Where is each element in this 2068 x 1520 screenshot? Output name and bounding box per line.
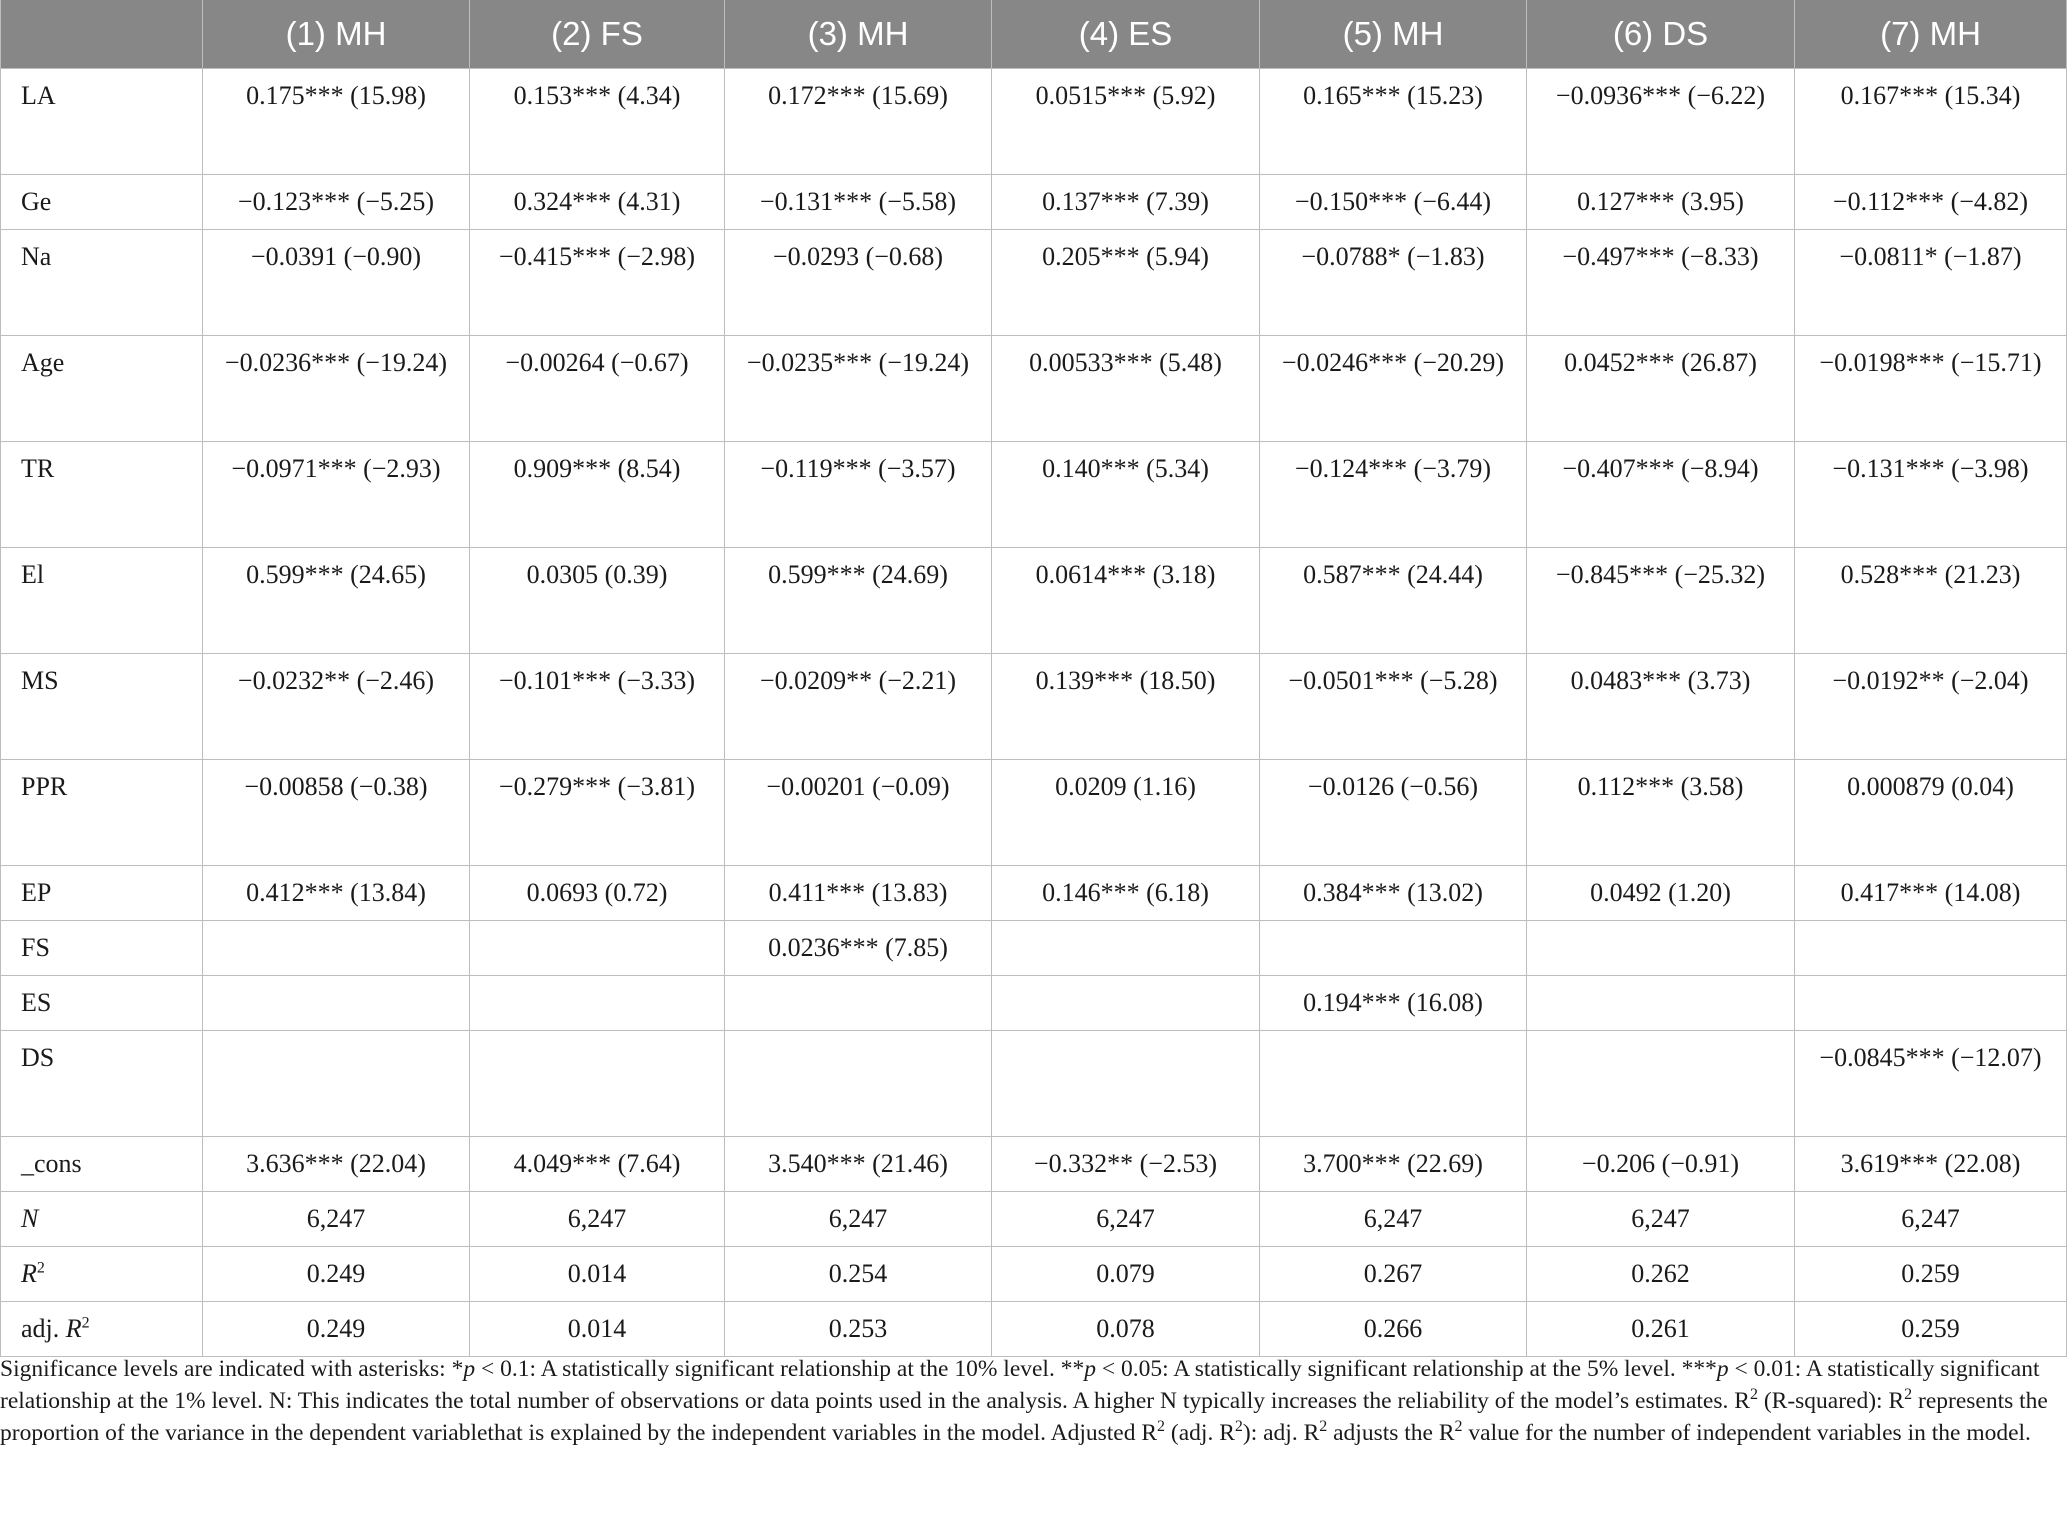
table-cell: −0.0936*** (−6.22) [1527,69,1795,175]
table-row-el [1,548,2067,654]
table-row-la [1,69,2067,175]
table-cell [1527,1031,1795,1137]
table-cell [1260,1031,1527,1137]
table-cell [1527,976,1795,1031]
table-row-ge [1,175,2067,230]
table-cell: 0.599*** (24.65) [203,548,470,654]
table-cell: 0.0236*** (7.85) [725,921,992,976]
footnote-p-symbol: p [1084,1356,1096,1382]
table-cell [725,976,992,1031]
table-cell: 0.261 [1527,1302,1795,1357]
table-cell: −0.119*** (−3.57) [725,442,992,548]
footnote-superscript: 2 [1749,1386,1758,1404]
table-cell: −0.415*** (−2.98) [470,230,725,336]
table-row-ep [1,866,2067,921]
table-cell: −0.407*** (−8.94) [1527,442,1795,548]
row-label: MS [1,654,203,760]
table-cell: 6,247 [992,1192,1260,1247]
table-cell: 0.014 [470,1302,725,1357]
row-label: N [1,1192,203,1247]
table-cell: 0.249 [203,1302,470,1357]
table-cell: −0.332** (−2.53) [992,1137,1260,1192]
header-cell-variable [1,0,203,69]
table-cell: 0.000879 (0.04) [1795,760,2067,866]
row-label-adj-r2: adj. $R^2$ [1,1302,203,1357]
table-cell [203,976,470,1031]
table-cell: 0.127*** (3.95) [1527,175,1795,230]
row-label: El [1,548,203,654]
table-cell: 3.619*** (22.08) [1795,1137,2067,1192]
header-cell-model-7: (7) MH [1795,0,2067,69]
table-cell: 0.0305 (0.39) [470,548,725,654]
table-cell: 0.262 [1527,1247,1795,1302]
table-cell: −0.0236*** (−19.24) [203,336,470,442]
footnote-superscript: 2 [1234,1418,1243,1436]
table-cell: 0.909*** (8.54) [470,442,725,548]
footnote-text: adjusts the R [1327,1420,1455,1446]
table-cell: 0.205*** (5.94) [992,230,1260,336]
row-label: EP [1,866,203,921]
table-cell: −0.845*** (−25.32) [1527,548,1795,654]
table-cell: −0.0811* (−1.87) [1795,230,2067,336]
table-cell: −0.0788* (−1.83) [1260,230,1527,336]
table-cell: −0.0293 (−0.68) [725,230,992,336]
table-cell: −0.101*** (−3.33) [470,654,725,760]
table-cell: −0.206 (−0.91) [1527,1137,1795,1192]
row-label: Ge [1,175,203,230]
table-cell [992,921,1260,976]
table-cell: 0.00533*** (5.48) [992,336,1260,442]
table-cell [1527,921,1795,976]
footnote-text: < 0.01: A statistically significant relationship at the 1% level. N: This indicates the total number of observations or data points used in the analysis. A higher N typically increases the reliability of the model’s estimates. R [0,1356,2040,1414]
table-row-ms [1,654,2067,760]
table-row-ds [1,1031,2067,1137]
table-cell: 0.587*** (24.44) [1260,548,1527,654]
header-row [1,0,2067,69]
footnote-text: ): adj. R [1242,1420,1320,1446]
footnote-p-symbol: p [1716,1356,1729,1382]
table-cell: −0.131*** (−5.58) [725,175,992,230]
table-cell: −0.150*** (−6.44) [1260,175,1527,230]
table-cell: −0.497*** (−8.33) [1527,230,1795,336]
table-cell: −0.0971*** (−2.93) [203,442,470,548]
table-cell [992,976,1260,1031]
table-cell: −0.0391 (−0.90) [203,230,470,336]
header-cell-model-4: (4) ES [992,0,1260,69]
footnote-text: (R-squared): R [1757,1388,1905,1414]
table-cell: 3.700*** (22.69) [1260,1137,1527,1192]
table-cell [992,1031,1260,1137]
table-cell: 0.259 [1795,1302,2067,1357]
table-cell [1795,976,2067,1031]
table-cell [1795,921,2067,976]
table-row-adj-r2 [1,1302,2067,1357]
table-cell: 0.599*** (24.69) [725,548,992,654]
table-cell: 0.194*** (16.08) [1260,976,1527,1031]
table-cell: 0.266 [1260,1302,1527,1357]
table-cell: 0.153*** (4.34) [470,69,725,175]
table-row-es [1,976,2067,1031]
header-cell-model-1: (1) MH [203,0,470,69]
table-cell: 0.167*** (15.34) [1795,69,2067,175]
row-label: Na [1,230,203,336]
table-row-tr [1,442,2067,548]
table-cell: 0.165*** (15.23) [1260,69,1527,175]
table-row-n [1,1192,2067,1247]
header-cell-model-6: (6) DS [1527,0,1795,69]
table-row-na [1,230,2067,336]
table-cell: 0.0614*** (3.18) [992,548,1260,654]
row-label: LA [1,69,203,175]
table-cell: 0.528*** (21.23) [1795,548,2067,654]
table-cell: 0.384*** (13.02) [1260,866,1527,921]
table-cell: 4.049*** (7.64) [470,1137,725,1192]
table-cell: 0.254 [725,1247,992,1302]
table-cell: −0.0845*** (−12.07) [1795,1031,2067,1137]
table-cell: 0.324*** (4.31) [470,175,725,230]
table-cell: 0.259 [1795,1247,2067,1302]
header-cell-model-3: (3) MH [725,0,992,69]
header-cell-model-5: (5) MH [1260,0,1527,69]
footnote-text: < 0.05: A statistically significant relationship at the 5% level. *** [1095,1356,1717,1382]
table-cell: −0.00201 (−0.09) [725,760,992,866]
table-cell: 3.636*** (22.04) [203,1137,470,1192]
table-cell: 0.253 [725,1302,992,1357]
table-cell: 0.0492 (1.20) [1527,866,1795,921]
footnote-text: value for the number of independent variables in the model. [1462,1420,2031,1446]
table-cell: 0.411*** (13.83) [725,866,992,921]
table-cell: 0.014 [470,1247,725,1302]
footnote-superscript: 2 [1157,1418,1166,1436]
table-row-r2 [1,1247,2067,1302]
table-cell [470,976,725,1031]
row-label: PPR [1,760,203,866]
table-cell: 0.0515*** (5.92) [992,69,1260,175]
footnote-superscript: 2 [1904,1386,1913,1404]
table-cell: 0.0209 (1.16) [992,760,1260,866]
table-cell: −0.0126 (−0.56) [1260,760,1527,866]
table-row-fs [1,921,2067,976]
footnote-text: represents the proportion of the variance in the dependent variablethat is explained by the independent variables in the model. Adjusted R [0,1388,2048,1446]
table-cell: 0.417*** (14.08) [1795,866,2067,921]
footnote-text: Significance levels are indicated with asterisks: * [0,1356,464,1382]
table-cell: 0.079 [992,1247,1260,1302]
table-cell: −0.0209** (−2.21) [725,654,992,760]
table-row-age [1,336,2067,442]
row-label: Age [1,336,203,442]
table-cell: 6,247 [470,1192,725,1247]
row-label: ES [1,976,203,1031]
table-cell: −0.131*** (−3.98) [1795,442,2067,548]
row-label: TR [1,442,203,548]
table-cell: 0.078 [992,1302,1260,1357]
footnote-superscript: 2 [1319,1418,1328,1436]
table-cell: −0.0501*** (−5.28) [1260,654,1527,760]
table-cell [470,1031,725,1137]
table-cell: −0.123*** (−5.25) [203,175,470,230]
table-cell: −0.0235*** (−19.24) [725,336,992,442]
table-cell: −0.0246*** (−20.29) [1260,336,1527,442]
row-label: DS [1,1031,203,1137]
table-cell: 0.412*** (13.84) [203,866,470,921]
row-label: FS [1,921,203,976]
table-cell: −0.279*** (−3.81) [470,760,725,866]
table-cell: 0.139*** (18.50) [992,654,1260,760]
header-cell-model-2: (2) FS [470,0,725,69]
row-label: _cons [1,1137,203,1192]
table-cell: −0.0232** (−2.46) [203,654,470,760]
table-cell: 0.0693 (0.72) [470,866,725,921]
table-cell: −0.0192** (−2.04) [1795,654,2067,760]
table-cell: 6,247 [1527,1192,1795,1247]
table-cell: 0.249 [203,1247,470,1302]
footnote-text: (adj. R [1165,1420,1235,1446]
footnote-text: < 0.1: A statistically significant relationship at the 10% level. ** [475,1356,1085,1382]
table-cell [470,921,725,976]
table-cell: 6,247 [1260,1192,1527,1247]
table-row-cons [1,1137,2067,1192]
table-cell: −0.112*** (−4.82) [1795,175,2067,230]
table-cell [1260,921,1527,976]
table-cell [203,1031,470,1137]
table-cell [725,1031,992,1137]
table-cell: 0.112*** (3.58) [1527,760,1795,866]
table-cell: 6,247 [203,1192,470,1247]
table-cell: 0.267 [1260,1247,1527,1302]
table-cell: 0.146*** (6.18) [992,866,1260,921]
table-cell: 6,247 [725,1192,992,1247]
table-cell [203,921,470,976]
footnote-p-symbol: p [463,1356,476,1382]
table-cell: −0.00858 (−0.38) [203,760,470,866]
table-cell: −0.124*** (−3.79) [1260,442,1527,548]
table-cell: 0.137*** (7.39) [992,175,1260,230]
table-cell: 0.0452*** (26.87) [1527,336,1795,442]
table-cell: 0.172*** (15.69) [725,69,992,175]
footnote-superscript: 2 [1454,1418,1463,1436]
table-cell: 0.175*** (15.98) [203,69,470,175]
table-footnote [0,1353,2058,1449]
table-cell: −0.0198*** (−15.71) [1795,336,2067,442]
table-row-ppr [1,760,2067,866]
table-cell: 6,247 [1795,1192,2067,1247]
table-cell: −0.00264 (−0.67) [470,336,725,442]
row-label-r2: $R^2$ [1,1247,203,1302]
table-cell: 0.0483*** (3.73) [1527,654,1795,760]
table-cell: 3.540*** (21.46) [725,1137,992,1192]
table-cell: 0.140*** (5.34) [992,442,1260,548]
